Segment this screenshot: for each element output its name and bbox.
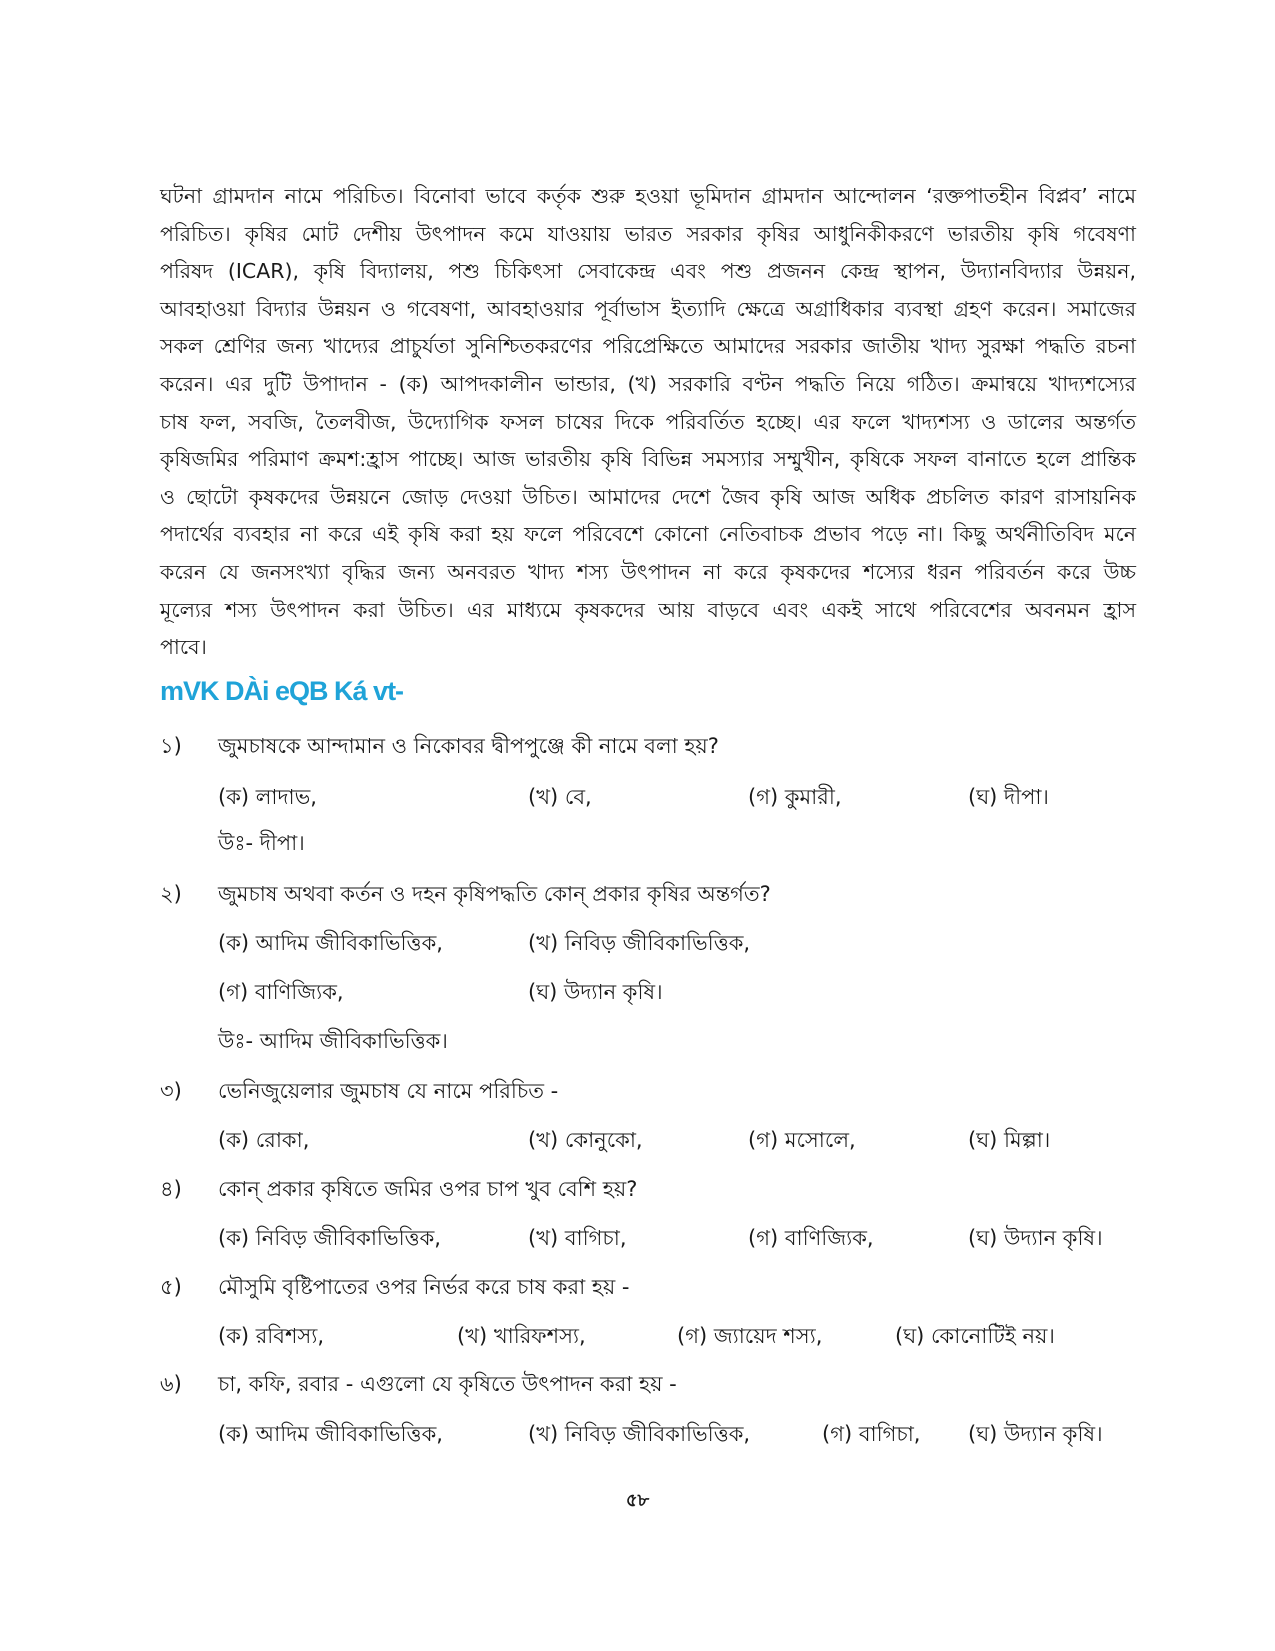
paragraph-line: পরিচিত। কৃষির মোট দেশীয় উৎপাদন কমে যাওয়ায় ভারত সরকার কৃষির আধুনিকীকরণে ভারতীয় কৃষি গবেষণা xyxy=(160,221,1136,246)
question-number: ১) xyxy=(160,734,182,758)
paragraph-line: করেন যে জনসংখ্যা বৃদ্ধির জন্য অনবরত খাদ্য শস্য উৎপাদন না করে কৃষকদের শস্যের ধরন পরিবর্তন করে উচ্চ xyxy=(160,559,1136,584)
option-kha: (খ) কোনুকো, xyxy=(528,1128,643,1152)
question-number: ৬) xyxy=(160,1372,182,1396)
option-ga: (গ) জ্যায়েদ শস্য, xyxy=(677,1324,823,1348)
paragraph-line: সকল শ্রেণির জন্য খাদ্যের প্রাচুর্যতা সুনিশ্চিতকরণের পরিপ্রেক্ষিতে আমাদের সরকার জাতীয় খাদ্য সুরক্ষা পদ্ধতি রচনা xyxy=(160,334,1136,359)
option-ga: (গ) কুমারী, xyxy=(748,785,842,809)
option-gha: (ঘ) কোনোটিই নয়। xyxy=(895,1324,1055,1348)
option-gha: (ঘ) দীপা। xyxy=(968,785,1049,809)
question-number: ৫) xyxy=(160,1275,182,1299)
paragraph-line: পাবে। xyxy=(160,635,207,660)
answer-text: উঃ- দীপা। xyxy=(218,831,305,855)
option-kha: (খ) নিবিড় জীবিকাভিত্তিক, xyxy=(528,1422,751,1446)
option-gha: (ঘ) উদ্যান কৃষি। xyxy=(968,1226,1103,1250)
paragraph-line: ঘটনা গ্রামদান নামে পরিচিত। বিনোবা ভাবে কর্তৃক শুরু হওয়া ভূমিদান গ্রামদান আন্দোলন ‘রক্তপাতহীন বিপ্লব’ নামে xyxy=(160,184,1136,208)
paragraph-line: ও ছোটো কৃষকদের উন্নয়নে জোড় দেওয়া উচিত। আমাদের দেশে জৈব কৃষি আজ অধিক প্রচলিত কারণ রাসায়নিক xyxy=(160,484,1136,509)
option-gha: (ঘ) উদ্যান কৃষি। xyxy=(528,980,663,1004)
option-gha: (ঘ) মিল্পা। xyxy=(968,1128,1051,1152)
section-heading: mVK DÀi eQB Ká vt- xyxy=(160,676,404,706)
question-number: ৪) xyxy=(160,1177,182,1201)
option-ka: (ক) রবিশস্য, xyxy=(218,1324,325,1348)
option-ka: (ক) আদিম জীবিকাভিত্তিক, xyxy=(218,1422,443,1446)
paragraph-line: চাষ ফল, সবজি, তৈলবীজ, উদ্যোগিক ফসল চাষের দিকে পরিবর্তিত হচ্ছে। এর ফলে খাদ্যশস্য ও ডালের অন্তর্গত xyxy=(160,409,1136,434)
option-kha: (খ) নিবিড় জীবিকাভিত্তিক, xyxy=(528,931,751,955)
paragraph-line: আবহাওয়া বিদ্যার উন্নয়ন ও গবেষণা, আবহাওয়ার পূর্বাভাস ইত্যাদি ক্ষেত্রে অগ্রাধিকার ব্যবস্থা গ্রহণ করেন। সমাজের xyxy=(160,296,1136,321)
question-text: মৌসুমি বৃষ্টিপাতের ওপর নির্ভর করে চাষ করা হয় - xyxy=(218,1275,630,1299)
question-text: চা, কফি, রবার - এগুলো যে কৃষিতে উৎপাদন করা হয় - xyxy=(218,1372,677,1396)
option-kha: (খ) বাগিচা, xyxy=(528,1226,627,1250)
question-number: ২) xyxy=(160,882,182,906)
body-paragraph xyxy=(160,178,1136,667)
option-ga: (গ) বাণিজ্যিক, xyxy=(748,1226,874,1250)
option-ga: (গ) বাগিচা, xyxy=(822,1422,921,1446)
question-number: ৩) xyxy=(160,1079,182,1103)
option-ka: (ক) আদিম জীবিকাভিত্তিক, xyxy=(218,931,443,955)
question-text: ভেনিজুয়েলার জুমচাষ যে নামে পরিচিত - xyxy=(218,1079,559,1103)
option-gha: (ঘ) উদ্যান কৃষি। xyxy=(968,1422,1103,1446)
option-kha: (খ) খারিফশস্য, xyxy=(457,1324,586,1348)
question-text: জুমচাষ অথবা কর্তন ও দহন কৃষিপদ্ধতি কোন্ প্রকার কৃষির অন্তর্গত? xyxy=(218,882,771,906)
paragraph-line: কৃষিজমির পরিমাণ ক্রমশ:হ্রাস পাচ্ছে। আজ ভারতীয় কৃষি বিভিন্ন সমস্যার সম্মুখীন, কৃষিকে সফল বানাতে হলে প্রান্তিক xyxy=(160,447,1136,472)
option-ka: (ক) নিবিড় জীবিকাভিত্তিক, xyxy=(218,1226,441,1250)
option-ka: (ক) রোকা, xyxy=(218,1128,310,1152)
paragraph-line: পদার্থের ব্যবহার না করে এই কৃষি করা হয় ফলে পরিবেশে কোনো নেতিবাচক প্রভাব পড়ে না। কিছু অর্থনীতিবিদ মনে xyxy=(160,522,1136,547)
question-text: কোন্ প্রকার কৃষিতে জমির ওপর চাপ খুব বেশি হয়? xyxy=(218,1177,638,1201)
answer-text: উঃ- আদিম জীবিকাভিত্তিক। xyxy=(218,1029,448,1053)
question-text: জুমচাষকে আন্দামান ও নিকোবর দ্বীপপুঞ্জে কী নামে বলা হয়? xyxy=(218,734,719,758)
option-ga: (গ) বাণিজ্যিক, xyxy=(218,980,344,1004)
paragraph-line: করেন। এর দুটি উপাদান - (ক) আপদকালীন ভান্ডার, (খ) সরকারি বণ্টন পদ্ধতি নিয়ে গঠিত। ক্রমান্বয়ে খাদ্যশস্যের xyxy=(160,371,1136,396)
page-number: ৫৮ xyxy=(625,1490,650,1511)
paragraph-line: পরিষদ (ICAR), কৃষি বিদ্যালয়, পশু চিকিৎসা সেবাকেন্দ্র এবং পশু প্রজনন কেন্দ্র স্থাপন, উদ্যানবিদ্যার উন্নয়ন, xyxy=(160,259,1136,284)
paragraph-line: মূল্যের শস্য উৎপাদন করা উচিত। এর মাধ্যমে কৃষকদের আয় বাড়বে এবং একই সাথে পরিবেশের অবনমন হ্রাস xyxy=(160,597,1136,622)
option-ga: (গ) মসোলে, xyxy=(748,1128,856,1152)
option-ka: (ক) লাদাভ, xyxy=(218,785,317,809)
option-kha: (খ) বে, xyxy=(528,785,592,809)
